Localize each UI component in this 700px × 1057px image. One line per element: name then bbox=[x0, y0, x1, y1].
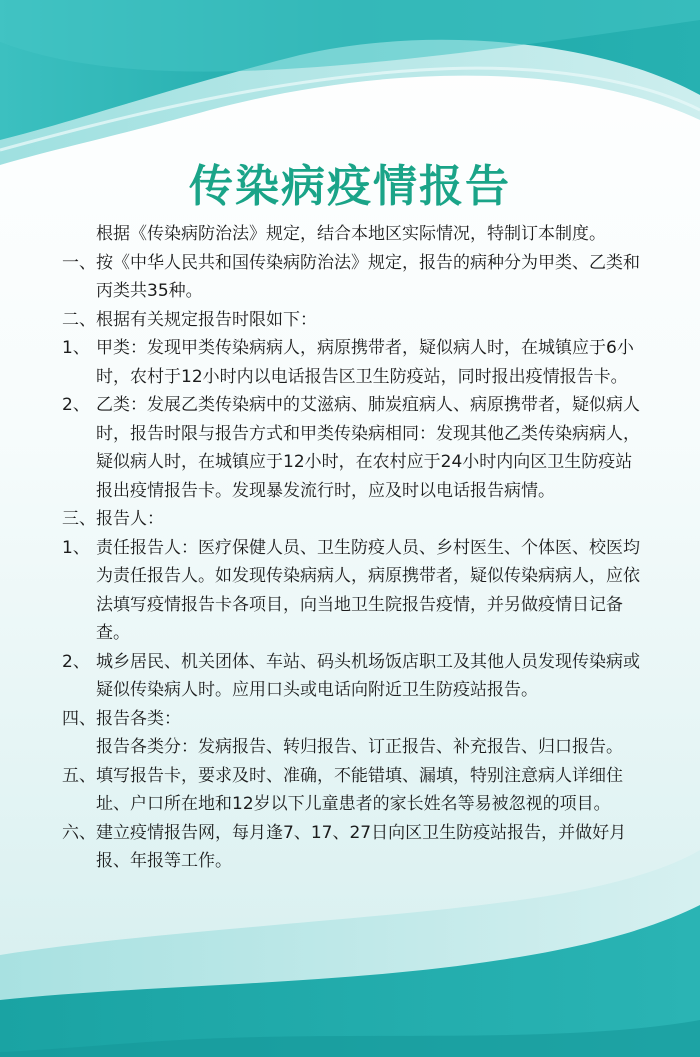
section-marker: 2、 bbox=[62, 651, 90, 672]
section-text: 甲类：发现甲类传染病病人，病原携带者，疑似病人时，在城镇应于6小时，农村于12小时内以电话报告区卫生防疫站，同时报出疫情报告卡。 bbox=[96, 338, 634, 387]
document-body bbox=[62, 220, 646, 876]
page-title: 传染病疫情报告 bbox=[189, 161, 511, 212]
section-item bbox=[62, 819, 646, 876]
section-text: 报告各类： bbox=[96, 708, 181, 729]
section-marker: 五、 bbox=[62, 765, 96, 786]
section-item bbox=[62, 306, 646, 335]
section-text: 报告人： bbox=[96, 509, 164, 529]
section-item bbox=[62, 534, 646, 648]
section-marker: 1、 bbox=[62, 338, 90, 358]
section-item bbox=[62, 391, 646, 505]
section-item bbox=[62, 249, 646, 306]
section-marker: 一、 bbox=[62, 252, 96, 273]
section-marker: 三、 bbox=[62, 509, 96, 529]
section-marker: 2、 bbox=[62, 395, 90, 415]
section-item bbox=[62, 505, 646, 534]
section-text: 报告各类分：发病报告、转归报告、订正报告、补充报告、归口报告。 bbox=[96, 737, 623, 757]
section-text: 根据有关规定报告时限如下： bbox=[96, 309, 317, 330]
section-item bbox=[62, 733, 646, 762]
section-marker: 1、 bbox=[62, 537, 90, 558]
section-text: 乙类：发展乙类传染病中的艾滋病、肺炭疽病人、病原携带者，疑似病人时，报告时限与报告方式和甲类传染病相同：发现其他乙类传染病病人，疑似病人时，在城镇应于12小时，在农村应于24小时内向区卫生防疫站报出疫情报告卡。发现暴发流行时，应及时以电话报告病情。 bbox=[96, 395, 640, 501]
section-text: 按《中华人民共和国传染病防治法》规定，报告的病种分为甲类、乙类和丙类共35种。 bbox=[96, 252, 640, 301]
section-item bbox=[62, 334, 646, 391]
intro-paragraph: 根据《传染病防治法》规定，结合本地区实际情况，特制订本制度。 bbox=[96, 224, 606, 244]
section-marker bbox=[62, 733, 96, 762]
section-marker: 六、 bbox=[62, 822, 96, 843]
section-text: 责任报告人：医疗保健人员、卫生防疫人员、乡村医生、个体医、校医均为责任报告人。如发现传染病病人，病原携带者，疑似传染病病人，应依法填写疫情报告卡各项目，向当地卫生院报告疫情，并另做疫情日记备查。 bbox=[96, 537, 640, 643]
section-marker: 二、 bbox=[62, 309, 96, 330]
section-text: 填写报告卡，要求及时、准确，不能错填、漏填，特别注意病人详细住址、户口所在地和12岁以下儿童患者的家长姓名等易被忽视的项目。 bbox=[96, 765, 623, 814]
section-text: 建立疫情报告网，每月逢7、17、27日向区卫生防疫站报告，并做好月报、年报等工作。 bbox=[96, 822, 627, 871]
section-item bbox=[62, 648, 646, 705]
section-text: 城乡居民、机关团体、车站、码头机场饭店职工及其他人员发现传染病或疑似传染病人时。应用口头或电话向附近卫生防疫站报告。 bbox=[96, 651, 640, 700]
section-marker: 四、 bbox=[62, 708, 96, 729]
section-item bbox=[62, 762, 646, 819]
section-item bbox=[62, 705, 646, 734]
